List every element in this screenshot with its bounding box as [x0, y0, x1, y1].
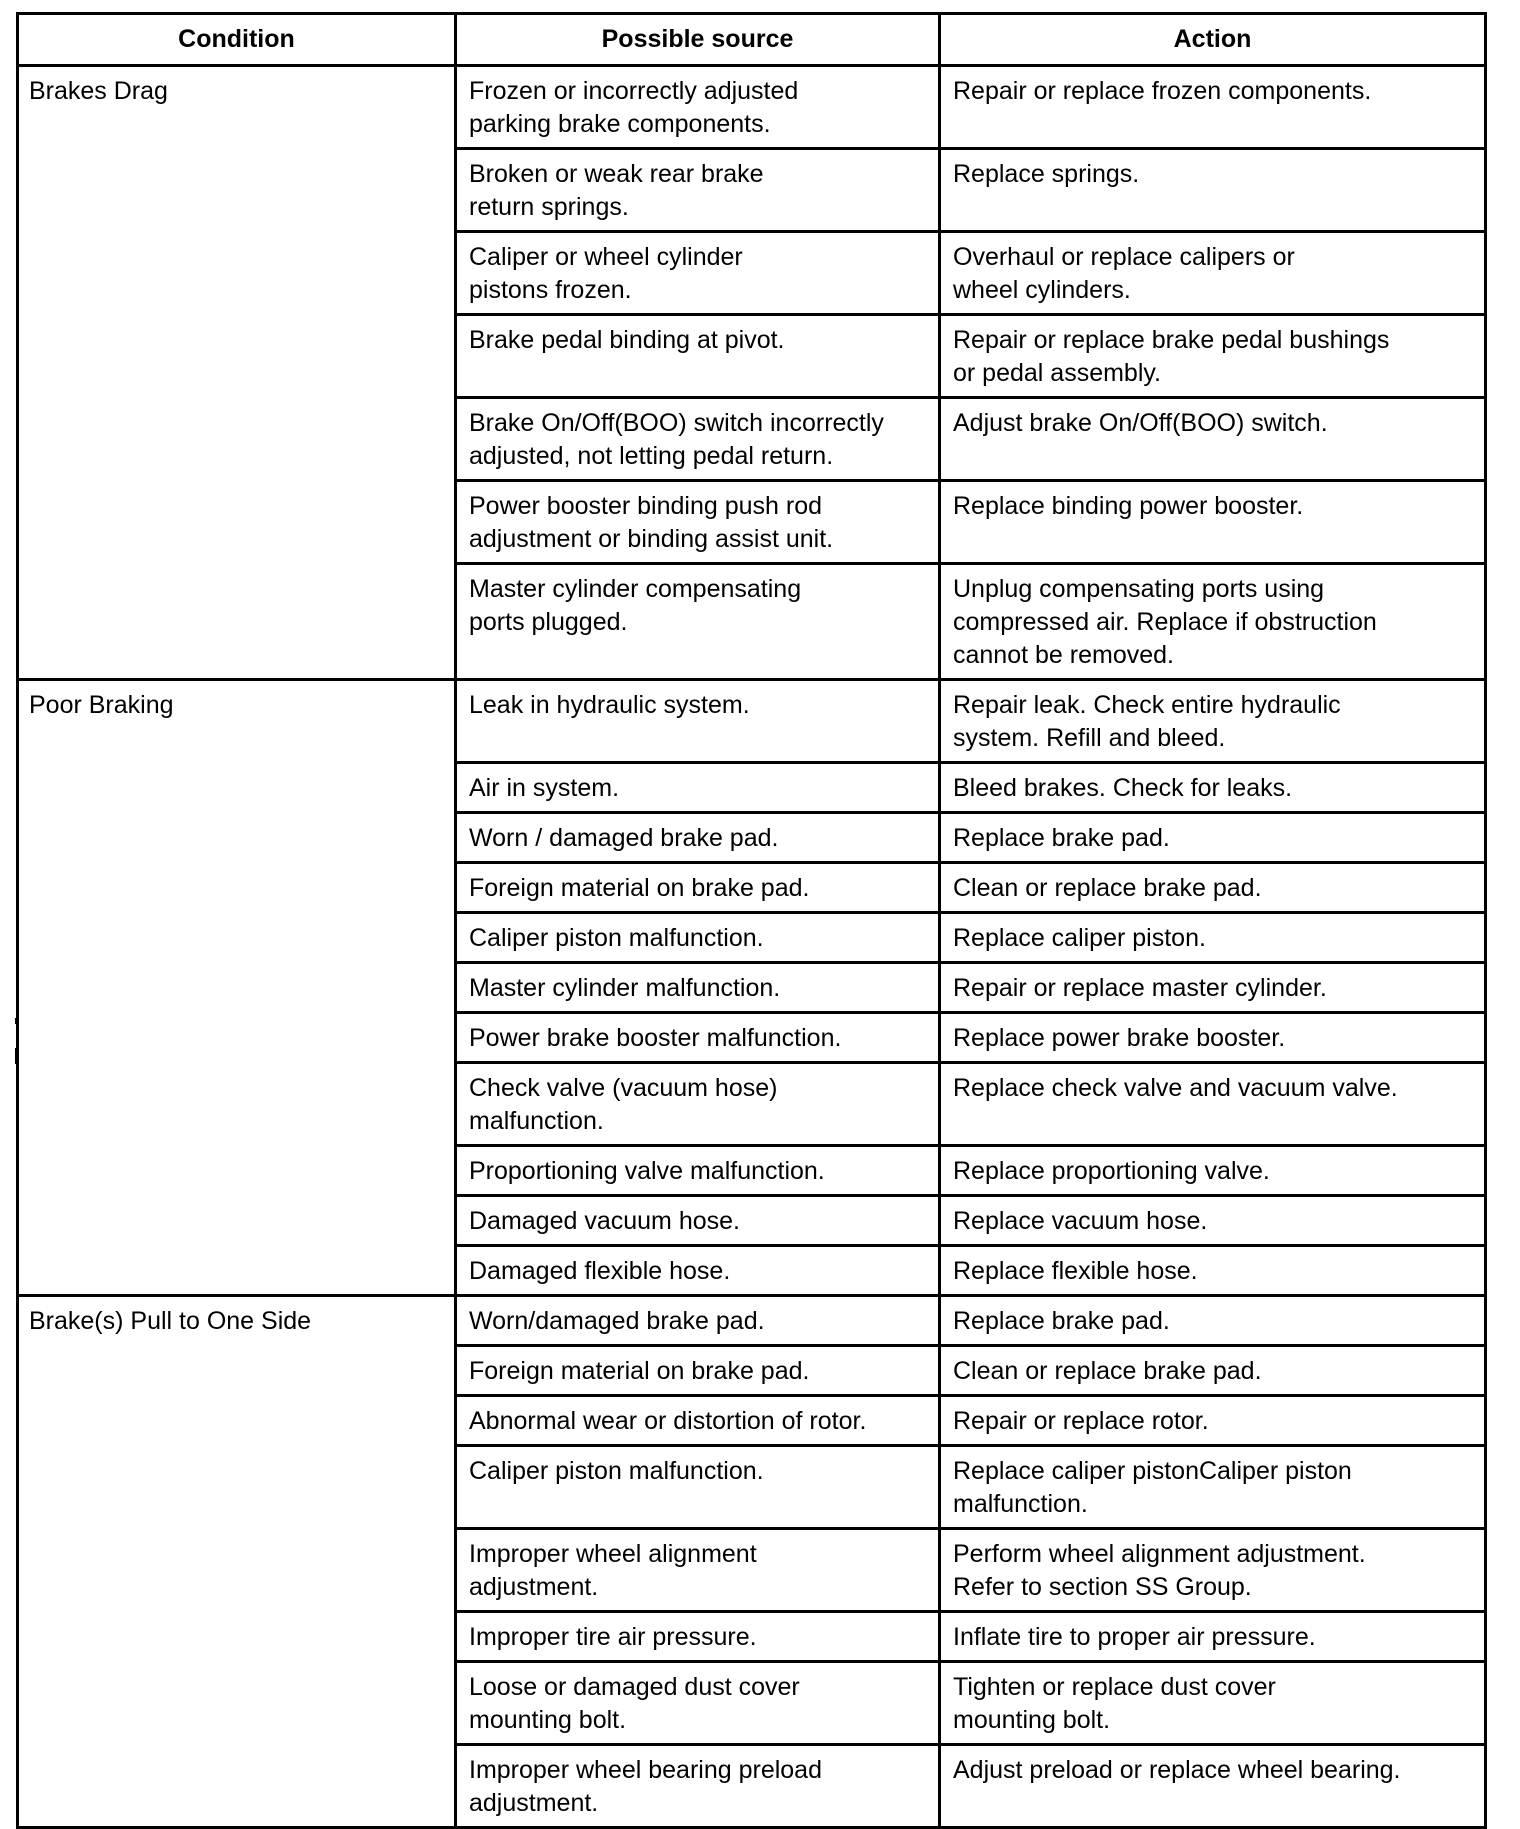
action-cell: Replace springs. — [940, 149, 1486, 232]
action-cell: Replace brake pad. — [940, 1296, 1486, 1346]
action-cell: Replace check valve and vacuum valve. — [940, 1063, 1486, 1146]
troubleshooting-table — [16, 12, 1487, 1829]
source-cell: Damaged flexible hose. — [456, 1246, 940, 1296]
source-cell: Power booster binding push rod adjustment or binding assist unit. — [456, 481, 940, 564]
action-cell: Adjust brake On/Off(BOO) switch. — [940, 398, 1486, 481]
condition-cell: Poor Braking — [18, 680, 456, 1296]
table-row — [18, 680, 1486, 763]
action-cell: Perform wheel alignment adjustment. Refer to section SS Group. — [940, 1529, 1486, 1612]
source-cell: Brake On/Off(BOO) switch incorrectly adjusted, not letting pedal return. — [456, 398, 940, 481]
source-cell: Frozen or incorrectly adjusted parking brake components. — [456, 66, 940, 149]
action-cell: Tighten or replace dust cover mounting bolt. — [940, 1662, 1486, 1745]
source-cell: Improper tire air pressure. — [456, 1612, 940, 1662]
action-cell: Overhaul or replace calipers or wheel cylinders. — [940, 232, 1486, 315]
source-cell: Loose or damaged dust cover mounting bolt. — [456, 1662, 940, 1745]
action-cell: Repair or replace master cylinder. — [940, 963, 1486, 1013]
condition-cell: Brake(s) Pull to One Side — [18, 1296, 456, 1828]
source-cell: Improper wheel bearing preload adjustment. — [456, 1745, 940, 1828]
action-cell: Replace caliper piston. — [940, 913, 1486, 963]
action-cell: Replace binding power booster. — [940, 481, 1486, 564]
table-row — [18, 66, 1486, 149]
table-row — [18, 1296, 1486, 1346]
source-cell: Abnormal wear or distortion of rotor. — [456, 1396, 940, 1446]
source-cell: Improper wheel alignment adjustment. — [456, 1529, 940, 1612]
source-cell: Foreign material on brake pad. — [456, 1346, 940, 1396]
source-cell: Damaged vacuum hose. — [456, 1196, 940, 1246]
condition-cell: Brakes Drag — [18, 66, 456, 680]
action-cell: Unplug compensating ports using compressed air. Replace if obstruction cannot be removed. — [940, 564, 1486, 680]
action-cell: Replace flexible hose. — [940, 1246, 1486, 1296]
action-cell: Replace caliper pistonCaliper piston malfunction. — [940, 1446, 1486, 1529]
action-cell: Repair leak. Check entire hydraulic system. Refill and bleed. — [940, 680, 1486, 763]
source-cell: Worn/damaged brake pad. — [456, 1296, 940, 1346]
source-cell: Leak in hydraulic system. — [456, 680, 940, 763]
source-cell: Caliper piston malfunction. — [456, 913, 940, 963]
source-cell: Foreign material on brake pad. — [456, 863, 940, 913]
source-cell: Check valve (vacuum hose) malfunction. — [456, 1063, 940, 1146]
source-cell: Caliper or wheel cylinder pistons frozen. — [456, 232, 940, 315]
source-cell: Worn / damaged brake pad. — [456, 813, 940, 863]
action-cell: Replace proportioning valve. — [940, 1146, 1486, 1196]
action-cell: Clean or replace brake pad. — [940, 863, 1486, 913]
action-cell: Replace power brake booster. — [940, 1013, 1486, 1063]
action-cell: Repair or replace rotor. — [940, 1396, 1486, 1446]
scan-mark — [15, 1048, 17, 1064]
action-cell: Clean or replace brake pad. — [940, 1346, 1486, 1396]
source-cell: Master cylinder compensating ports plugged. — [456, 564, 940, 680]
action-cell: Bleed brakes. Check for leaks. — [940, 763, 1486, 813]
source-cell: Caliper piston malfunction. — [456, 1446, 940, 1529]
source-cell: Brake pedal binding at pivot. — [456, 315, 940, 398]
source-cell: Air in system. — [456, 763, 940, 813]
source-cell: Broken or weak rear brake return springs. — [456, 149, 940, 232]
source-cell: Master cylinder malfunction. — [456, 963, 940, 1013]
condition-header: Condition — [18, 14, 456, 66]
source-cell: Power brake booster malfunction. — [456, 1013, 940, 1063]
action-cell: Replace brake pad. — [940, 813, 1486, 863]
action-cell: Repair or replace frozen components. — [940, 66, 1486, 149]
header-row — [18, 14, 1486, 66]
action-cell: Replace vacuum hose. — [940, 1196, 1486, 1246]
action-header: Action — [940, 14, 1486, 66]
source-header: Possible source — [456, 14, 940, 66]
action-cell: Adjust preload or replace wheel bearing. — [940, 1745, 1486, 1828]
scan-mark — [15, 1018, 17, 1024]
source-cell: Proportioning valve malfunction. — [456, 1146, 940, 1196]
action-cell: Inflate tire to proper air pressure. — [940, 1612, 1486, 1662]
action-cell: Repair or replace brake pedal bushings or pedal assembly. — [940, 315, 1486, 398]
